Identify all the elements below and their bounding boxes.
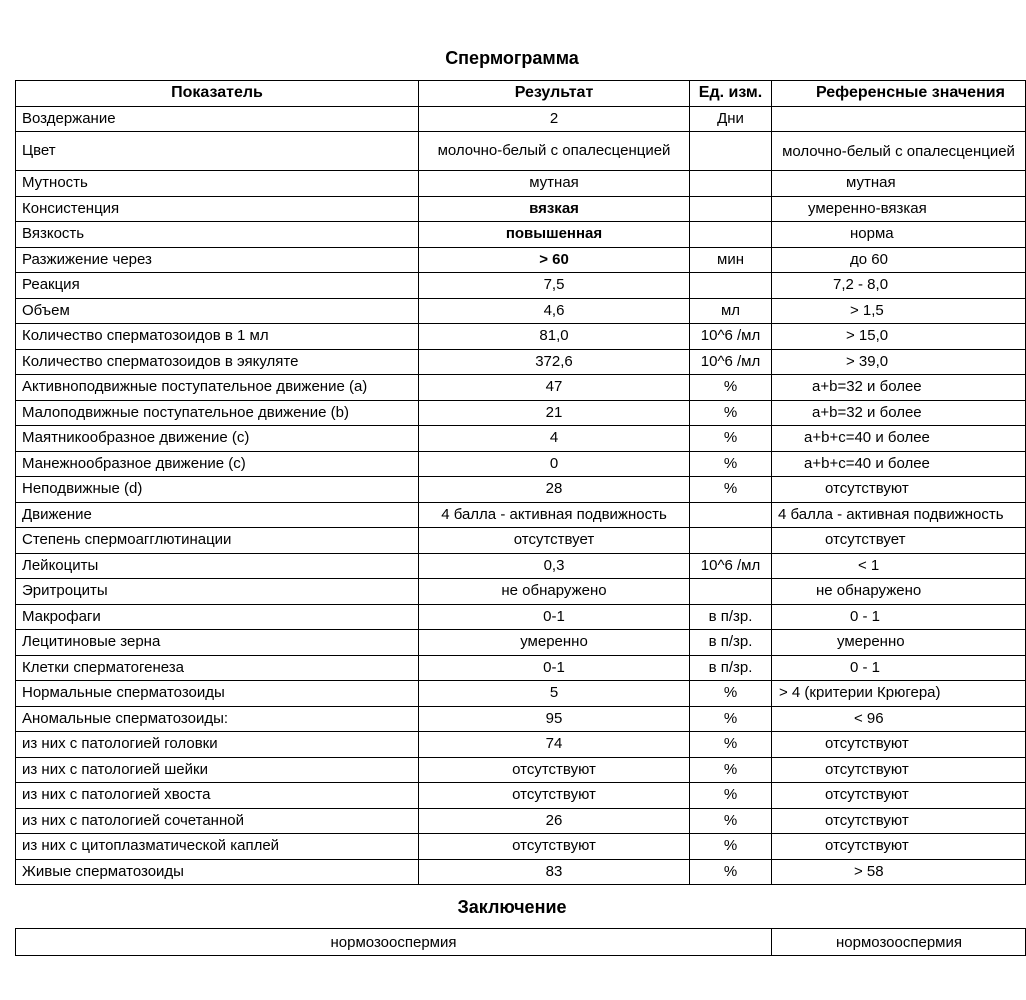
- row-unit: Дни: [690, 106, 772, 132]
- row-unit: %: [690, 834, 772, 860]
- row-indicator: Манежнообразное движение (c): [16, 451, 419, 477]
- row-reference: a+b=32 и более: [772, 400, 1026, 426]
- table-row: [16, 375, 1026, 401]
- row-indicator: из них с цитоплазматической каплей: [16, 834, 419, 860]
- row-unit: [690, 502, 772, 528]
- row-result: отсутствуют: [419, 783, 690, 809]
- row-reference: a+b+c=40 и более: [772, 426, 1026, 452]
- row-reference: норма: [772, 222, 1026, 248]
- row-reference: 0 - 1: [772, 604, 1026, 630]
- row-result: вязкая: [419, 196, 690, 222]
- table-row: [16, 426, 1026, 452]
- row-result: 0,3: [419, 553, 690, 579]
- row-reference: мутная: [772, 171, 1026, 197]
- row-unit: [690, 132, 772, 171]
- row-reference: отсутствуют: [772, 477, 1026, 503]
- table-row: [16, 757, 1026, 783]
- row-indicator: Воздержание: [16, 106, 419, 132]
- row-unit: %: [690, 681, 772, 707]
- row-result: повышенная: [419, 222, 690, 248]
- row-indicator: Степень спермоагглютинации: [16, 528, 419, 554]
- row-indicator: Маятникообразное движение (c): [16, 426, 419, 452]
- row-indicator: Разжижение через: [16, 247, 419, 273]
- row-reference: отсутствует: [772, 528, 1026, 554]
- row-reference: [772, 106, 1026, 132]
- row-unit: 10^6 /мл: [690, 324, 772, 350]
- row-result: 4,6: [419, 298, 690, 324]
- row-reference: отсутствуют: [772, 808, 1026, 834]
- table-row: [16, 196, 1026, 222]
- row-reference: 7,2 - 8,0: [772, 273, 1026, 299]
- row-unit: [690, 528, 772, 554]
- row-unit: мин: [690, 247, 772, 273]
- row-indicator: Количество сперматозоидов в эякуляте: [16, 349, 419, 375]
- row-result: умеренно: [419, 630, 690, 656]
- row-reference: > 15,0: [772, 324, 1026, 350]
- table-row: [16, 298, 1026, 324]
- row-result: 26: [419, 808, 690, 834]
- table-row: [16, 528, 1026, 554]
- row-unit: %: [690, 477, 772, 503]
- row-result: 4: [419, 426, 690, 452]
- semen-analysis-table: [15, 80, 1026, 885]
- row-result: не обнаружено: [419, 579, 690, 605]
- row-unit: в п/зр.: [690, 655, 772, 681]
- row-unit: в п/зр.: [690, 630, 772, 656]
- row-reference: > 39,0: [772, 349, 1026, 375]
- row-indicator: Макрофаги: [16, 604, 419, 630]
- row-reference: < 1: [772, 553, 1026, 579]
- table-row: [16, 349, 1026, 375]
- table-row: [16, 579, 1026, 605]
- row-result: 2: [419, 106, 690, 132]
- row-indicator: Лецитиновые зерна: [16, 630, 419, 656]
- row-result: 5: [419, 681, 690, 707]
- table-row: [16, 502, 1026, 528]
- table-row: [16, 222, 1026, 248]
- row-unit: %: [690, 732, 772, 758]
- row-reference: до 60: [772, 247, 1026, 273]
- row-result: 47: [419, 375, 690, 401]
- row-reference: отсутствуют: [772, 783, 1026, 809]
- table-row: [16, 400, 1026, 426]
- row-result: 21: [419, 400, 690, 426]
- table-row: [16, 273, 1026, 299]
- row-unit: %: [690, 783, 772, 809]
- row-indicator: Вязкость: [16, 222, 419, 248]
- row-reference: не обнаружено: [772, 579, 1026, 605]
- table-row: [16, 834, 1026, 860]
- conclusion-result: нормозооспермия: [16, 929, 772, 956]
- row-indicator: Живые сперматозоиды: [16, 859, 419, 885]
- row-result: 4 балла - активная подвижность: [419, 502, 690, 528]
- row-unit: [690, 222, 772, 248]
- table-header-row: [16, 81, 1026, 107]
- row-indicator: Количество сперматозоидов в 1 мл: [16, 324, 419, 350]
- row-reference: отсутствуют: [772, 757, 1026, 783]
- row-result: 7,5: [419, 273, 690, 299]
- row-reference: a+b+c=40 и более: [772, 451, 1026, 477]
- header-result: Результат: [419, 81, 690, 107]
- conclusion-row: [16, 929, 1026, 956]
- row-unit: 10^6 /мл: [690, 553, 772, 579]
- row-indicator: Цвет: [16, 132, 419, 171]
- row-indicator: Аномальные сперматозоиды:: [16, 706, 419, 732]
- table-row: [16, 324, 1026, 350]
- table-row: [16, 553, 1026, 579]
- row-indicator: Малоподвижные поступательное движение (b): [16, 400, 419, 426]
- row-indicator: Клетки сперматогенеза: [16, 655, 419, 681]
- row-indicator: Эритроциты: [16, 579, 419, 605]
- header-reference: Референсные значения: [772, 81, 1026, 107]
- row-indicator: Активноподвижные поступательное движение (a): [16, 375, 419, 401]
- row-unit: %: [690, 451, 772, 477]
- row-unit: в п/зр.: [690, 604, 772, 630]
- row-reference: > 4 (критерии Крюгера): [772, 681, 1026, 707]
- report-title: Спермограмма: [445, 48, 579, 68]
- row-reference: < 96: [772, 706, 1026, 732]
- row-indicator: Объем: [16, 298, 419, 324]
- table-body: [16, 106, 1026, 885]
- header-unit: Ед. изм.: [690, 81, 772, 107]
- row-result: 0-1: [419, 604, 690, 630]
- row-reference: a+b=32 и более: [772, 375, 1026, 401]
- row-unit: %: [690, 808, 772, 834]
- row-indicator: Неподвижные (d): [16, 477, 419, 503]
- row-indicator: Мутность: [16, 171, 419, 197]
- row-result: 74: [419, 732, 690, 758]
- table-row: [16, 132, 1026, 171]
- conclusion-reference: нормозооспермия: [772, 929, 1026, 956]
- row-result: отсутствуют: [419, 757, 690, 783]
- row-indicator: из них с патологией шейки: [16, 757, 419, 783]
- row-reference: умеренно-вязкая: [772, 196, 1026, 222]
- row-reference: молочно-белый с опалесценцией: [772, 132, 1026, 171]
- row-unit: мл: [690, 298, 772, 324]
- row-reference: умеренно: [772, 630, 1026, 656]
- conclusion-title: Заключение: [457, 897, 567, 917]
- table-row: [16, 171, 1026, 197]
- row-result: 372,6: [419, 349, 690, 375]
- table-row: [16, 706, 1026, 732]
- row-indicator: Консистенция: [16, 196, 419, 222]
- row-reference: отсутствуют: [772, 834, 1026, 860]
- row-result: > 60: [419, 247, 690, 273]
- row-result: 81,0: [419, 324, 690, 350]
- row-indicator: Нормальные сперматозоиды: [16, 681, 419, 707]
- table-row: [16, 477, 1026, 503]
- conclusion-table: [15, 928, 1026, 956]
- row-unit: %: [690, 400, 772, 426]
- row-reference: 0 - 1: [772, 655, 1026, 681]
- row-indicator: из них с патологией головки: [16, 732, 419, 758]
- row-unit: 10^6 /мл: [690, 349, 772, 375]
- table-row: [16, 604, 1026, 630]
- row-unit: [690, 196, 772, 222]
- row-indicator: Реакция: [16, 273, 419, 299]
- row-indicator: Движение: [16, 502, 419, 528]
- table-row: [16, 451, 1026, 477]
- row-indicator: из них с патологией хвоста: [16, 783, 419, 809]
- row-reference: > 58: [772, 859, 1026, 885]
- row-unit: %: [690, 859, 772, 885]
- row-unit: %: [690, 706, 772, 732]
- row-result: мутная: [419, 171, 690, 197]
- row-result: отсутствует: [419, 528, 690, 554]
- table-row: [16, 247, 1026, 273]
- table-row: [16, 681, 1026, 707]
- header-indicator: Показатель: [16, 81, 419, 107]
- row-unit: [690, 273, 772, 299]
- row-result: 28: [419, 477, 690, 503]
- table-row: [16, 655, 1026, 681]
- row-result: отсутствуют: [419, 834, 690, 860]
- row-reference: > 1,5: [772, 298, 1026, 324]
- row-result: 95: [419, 706, 690, 732]
- row-unit: %: [690, 375, 772, 401]
- table-row: [16, 630, 1026, 656]
- table-row: [16, 732, 1026, 758]
- table-row: [16, 859, 1026, 885]
- row-indicator: Лейкоциты: [16, 553, 419, 579]
- row-result: 83: [419, 859, 690, 885]
- row-indicator: из них с патологией сочетанной: [16, 808, 419, 834]
- row-reference: 4 балла - активная подвижность: [772, 502, 1026, 528]
- row-reference: отсутствуют: [772, 732, 1026, 758]
- row-result: 0: [419, 451, 690, 477]
- row-result: молочно-белый с опалесценцией: [419, 132, 690, 171]
- row-unit: %: [690, 426, 772, 452]
- table-row: [16, 106, 1026, 132]
- row-unit: [690, 171, 772, 197]
- table-row: [16, 783, 1026, 809]
- table-row: [16, 808, 1026, 834]
- row-unit: [690, 579, 772, 605]
- row-unit: %: [690, 757, 772, 783]
- row-result: 0-1: [419, 655, 690, 681]
